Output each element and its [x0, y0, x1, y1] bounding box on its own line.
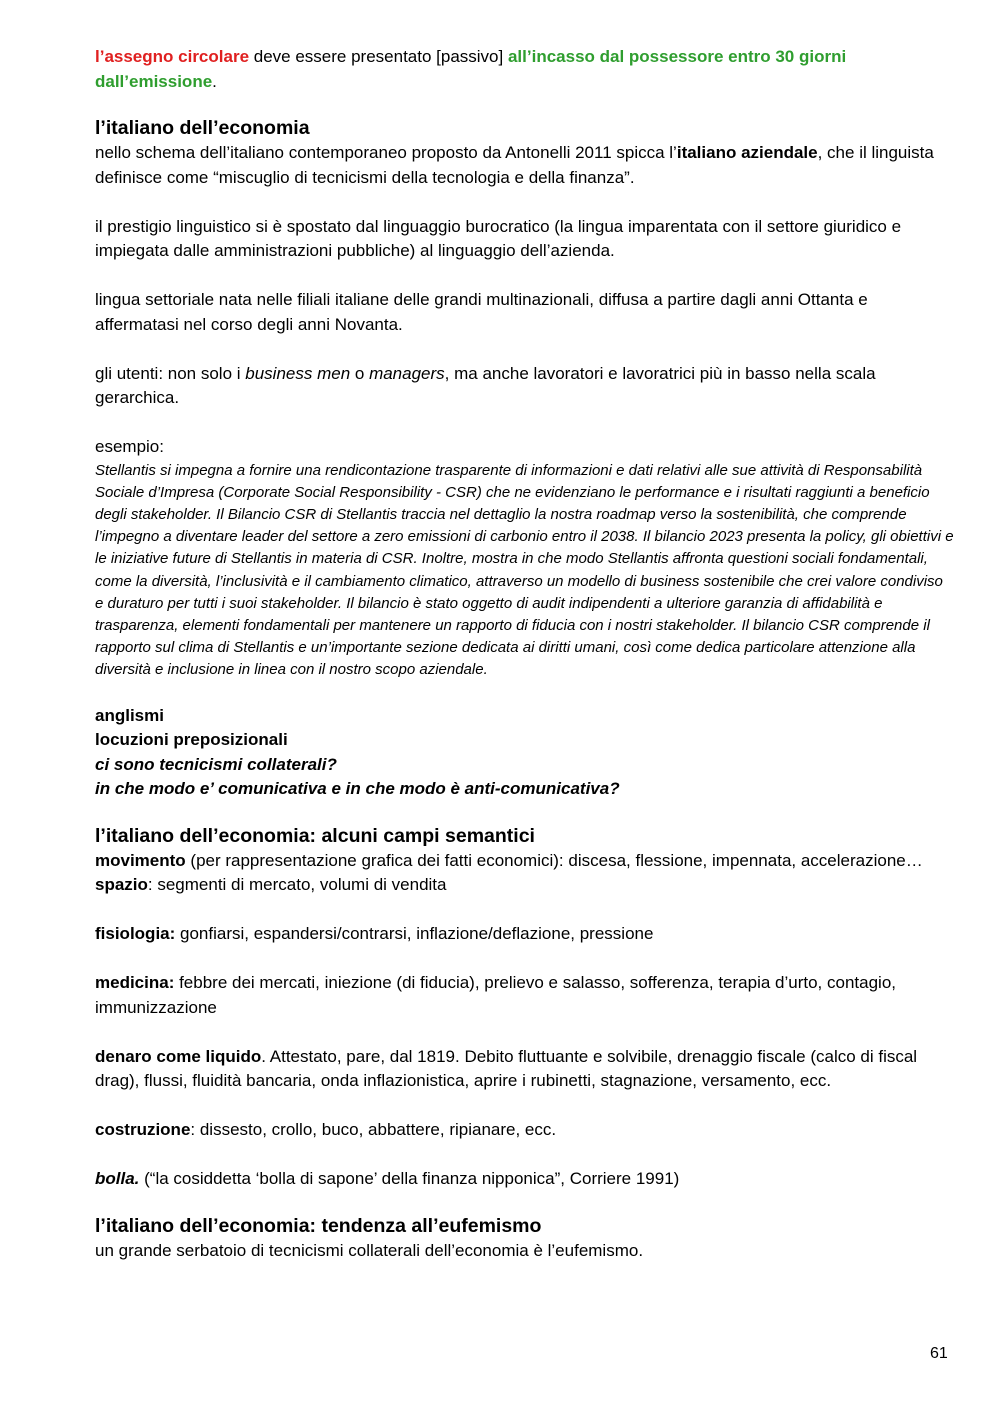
- item-spazio: spazio: segmenti di mercato, volumi di vendita: [95, 875, 447, 895]
- page-number: 61: [930, 1345, 948, 1362]
- section-heading-campi-semantici: l’italiano dell’economia: alcuni campi semantici: [95, 824, 535, 847]
- item-costruzione: costruzione: dissesto, crollo, buco, abbattere, ripianare, ecc.: [95, 1120, 557, 1140]
- section-heading-economia: l’italiano dell’economia: [95, 117, 310, 139]
- paragraph-lingua-settoriale: lingua settoriale nata nelle filiali italiane delle grandi multinazionali, diffusa a partire dagli anni Ottanta e affermatasi nel corso degli anni Novanta.: [95, 290, 868, 334]
- item-medicina: medicina: febbre dei mercati, iniezione (di fiducia), prelievo e salasso, sofferenza, terapia d’urto, contagio, immunizzazione: [95, 973, 896, 1017]
- question-tecnicismi: ci sono tecnicismi collaterali?: [95, 754, 337, 774]
- section-heading-eufemismo: l’italiano dell’economia: tendenza all’eufemismo: [95, 1214, 542, 1237]
- item-bolla: bolla. (“la cosiddetta ‘bolla di sapone’ della finanza nipponica”, Corriere 1991): [95, 1169, 680, 1189]
- intro-text: deve essere presentato [passivo]: [249, 47, 508, 66]
- intro-end: .: [212, 71, 217, 91]
- item-denaro: denaro come liquido. Attestato, pare, dal 1819. Debito fluttuante e solvibile, drenaggio fiscale (calco di fiscal drag), flussi, fluidità bancaria, onda inflazionistica, aprire i rubinetti, stagnazione, versamento, ecc.: [95, 1046, 918, 1091]
- paragraph-antonelli: nello schema dell’italiano contemporaneo proposto da Antonelli 2011 spicca l’italiano aziendale, che il linguista definisce come “miscuglio di tecnicismi della tecnologia e della finanza”.: [95, 143, 934, 187]
- item-fisiologia: fisiologia: gonfiarsi, espandersi/contrarsi, inflazione/deflazione, pressione: [95, 924, 654, 944]
- example-quote: Stellantis si impegna a fornire una rendicontazione trasparente di informazioni e dati relativi alle sue attività di Responsabilità Sociale d’Impresa (Corporate Social Responsibility - CSR) che ne evidenziano le performance e i risultati raggiunti a beneficio degli stakeholder. Il Bilancio CSR di Stellantis traccia nel dettaglio la nostra roadmap verso la sostenibilità, che comprende l’impegno a diventare leader del settore a zero emissioni di carbonio entro il 2038. Il bilancio 2023 presenta la policy, gli obiettivi e le iniziative future di Stellantis in materia di CSR. Inoltre, mostra in che modo Stellantis affronta questioni sociali fondamentali, come la diversità, l’inclusività e il cambiamento climatico, attraverso un modello di business sostenibile che crei valore condiviso e duraturo per tutti i suoi stakeholder. Il bilancio è stato oggetto di audit indipendenti a ulteriore garanzia di affidabilità e trasparenza, elementi fondamentali per mantenere un rapporto di fiducia con i nostri stakeholder. Il bilancio CSR comprende il rapporto sul clima di Stellantis e un’importante sezione dedicata ai diritti umani, così come dedica particolare attenzione alla diversità e inclusione in linea con il nostro scopo aziendale.: [95, 461, 954, 679]
- term-italiano-aziendale: italiano aziendale: [676, 143, 818, 162]
- item-movimento: movimento (per rappresentazione grafica dei fatti economici): discesa, flessione, impennata, accelerazione…: [95, 850, 923, 870]
- question-anglismi: anglismi: [95, 705, 164, 725]
- document-page: [95, 45, 955, 1263]
- intro-green-text: all’incasso dal possessore entro 30 giorni dall’emissione: [95, 47, 847, 91]
- paragraph-utenti: gli utenti: non solo i business men o managers, ma anche lavoratori e lavoratrici più in basso nella scala gerarchica.: [95, 363, 876, 407]
- question-locuzioni: locuzioni preposizionali: [95, 730, 288, 750]
- example-label: esempio:: [95, 437, 164, 456]
- intro-red-term: l’assegno circolare: [95, 47, 250, 66]
- paragraph-prestigio: il prestigio linguistico si è spostato dal linguaggio burocratico (la lingua imparentata con il settore giuridico e impiegata dalle amministrazioni pubbliche) al linguaggio dell’azienda.: [95, 216, 902, 260]
- question-comunicativa: in che modo e’ comunicativa e in che modo è anti-comunicativa?: [95, 779, 620, 799]
- paragraph-eufemismo: un grande serbatoio di tecnicismi collaterali dell’economia è l’eufemismo.: [95, 1240, 644, 1260]
- intro-paragraph: [95, 45, 955, 94]
